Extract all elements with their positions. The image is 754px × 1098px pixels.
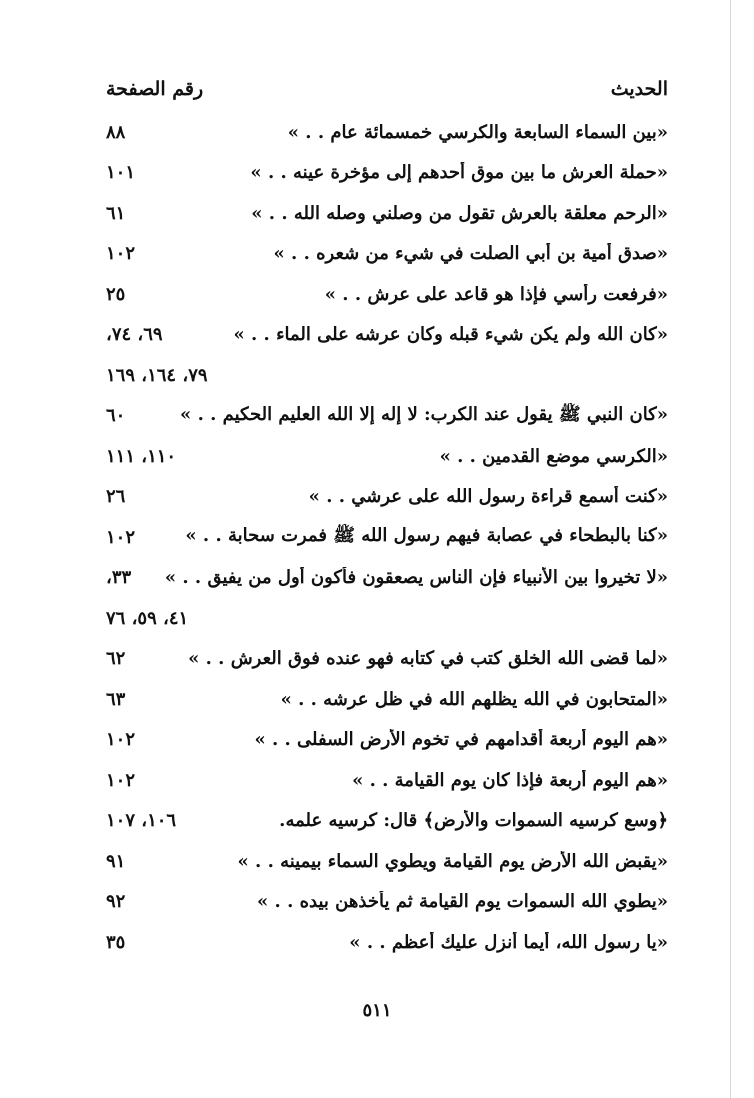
index-entry — [106, 801, 668, 842]
scan-edge-line — [730, 0, 731, 1098]
index-entry — [106, 760, 668, 801]
page-reference: ٦٢ — [106, 648, 126, 670]
page-reference: ٣٥ — [106, 931, 126, 953]
page-reference: ٣٣، — [106, 567, 132, 589]
index-header — [106, 74, 668, 104]
hadith-text: «بين السماء السابعة والكرسي خمسمائة عام . . » — [287, 121, 668, 143]
hadith-text: «يطوي الله السموات يوم القيامة ثم يأخذهن بيده . . » — [257, 891, 668, 913]
hadith-text: «لا تخيروا بين الأنبياء فإن الناس يصعقون فأكون أول من يفيق . . » — [164, 567, 668, 589]
index-entry — [106, 720, 668, 761]
page-reference: ٨٨ — [106, 121, 126, 143]
hadith-index-list — [106, 112, 668, 963]
page-reference: ١١٠، ١١١ — [106, 445, 177, 467]
page-reference: ٦٣ — [106, 688, 126, 710]
index-entry — [106, 153, 668, 194]
hadith-text: «المتحابون في الله يظلهم الله في ظل عرشه . . » — [280, 688, 668, 710]
index-entry — [106, 234, 668, 275]
index-entry — [106, 882, 668, 923]
hadith-text: «كنت أسمع قراءة رسول الله على عرشي . . » — [308, 486, 668, 508]
hadith-text: ﴿وسع كرسيه السموات والأرض﴾ قال: كرسيه علمه. — [279, 810, 668, 832]
hadith-text: «حملة العرش ما بين موق أحدهم إلى مؤخرة عينه . . » — [250, 162, 668, 184]
index-entry — [106, 517, 668, 558]
page-reference: ٢٥ — [106, 283, 126, 305]
hadith-column-header: الحديث — [610, 78, 668, 100]
hadith-text: «الرحم معلقة بالعرش تقول من وصلني وصله الله . . » — [251, 202, 668, 224]
hadith-text: «هم اليوم أربعة فإذا كان يوم القيامة . . » — [352, 769, 668, 791]
page-reference: ٦١ — [106, 202, 126, 224]
index-entry — [106, 477, 668, 518]
hadith-text: «كنا بالبطحاء في عصابة فيهم رسول الله ﷺ فمرت سحابة . . » — [185, 525, 668, 547]
page-reference: ٩١ — [106, 850, 126, 872]
index-entry-continuation — [106, 355, 668, 396]
page-reference: ١٠٢ — [106, 769, 136, 791]
hadith-text: «الكرسي موضع القدمين . . » — [439, 445, 668, 467]
page-reference: ٧٩، ١٦٤، ١٦٩ — [106, 364, 208, 386]
page-column-header: رقم الصفحة — [106, 78, 204, 100]
hadith-text: «كان النبي ﷺ يقول عند الكرب: لا إله إلا الله العليم الحكيم . . » — [180, 403, 668, 425]
index-entry — [106, 274, 668, 315]
index-entry — [106, 436, 668, 477]
page-reference: ١٠٢ — [106, 243, 136, 265]
page-reference: ٦٩، ٧٤، — [106, 324, 163, 346]
page-reference: ٩٢ — [106, 891, 126, 913]
index-entry — [106, 922, 668, 963]
page-reference: ٤١، ٥٩، ٧٦ — [106, 607, 189, 629]
hadith-text: «كان الله ولم يكن شيء قبله وكان عرشه على الماء . . » — [233, 324, 668, 346]
hadith-text: «فرفعت رأسي فإذا هو قاعد على عرش . . » — [324, 283, 668, 305]
index-entry — [106, 193, 668, 234]
hadith-text: «هم اليوم أربعة أقدامهم في تخوم الأرض السفلى . . » — [254, 729, 668, 751]
index-entry — [106, 558, 668, 599]
page-reference: ١٠١ — [106, 162, 136, 184]
index-entry — [106, 639, 668, 680]
page-number: ٥١١ — [362, 1000, 392, 1021]
page-reference: ١٠٦، ١٠٧ — [106, 810, 177, 832]
index-entry — [106, 396, 668, 437]
hadith-text: «يقبض الله الأرض يوم القيامة ويطوي السماء بيمينه . . » — [237, 850, 668, 872]
page-reference: ٦٠ — [106, 405, 126, 427]
index-entry — [106, 112, 668, 153]
index-entry — [106, 841, 668, 882]
hadith-text: «صدق أمية بن أبي الصلت في شيء من شعره . . » — [273, 243, 668, 265]
index-entry — [106, 679, 668, 720]
index-entry — [106, 315, 668, 356]
page-reference: ٢٦ — [106, 486, 126, 508]
page-reference: ١٠٢ — [106, 526, 136, 548]
page-reference: ١٠٢ — [106, 729, 136, 751]
hadith-text: «لما قضى الله الخلق كتب في كتابه فهو عنده فوق العرش . . » — [188, 648, 668, 670]
index-entry-continuation — [106, 598, 668, 639]
hadith-text: «يا رسول الله، أيما أنزل عليك أعظم . . » — [349, 931, 668, 953]
